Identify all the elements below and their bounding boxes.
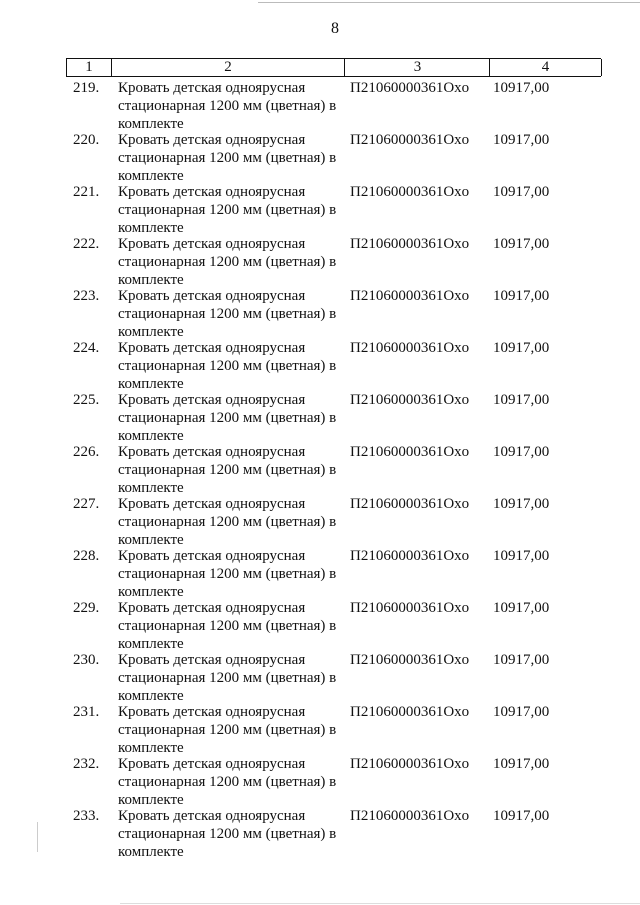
table-row — [66, 544, 601, 600]
top-rule — [258, 2, 640, 3]
item-name-line: комплекте — [118, 688, 184, 704]
table-row — [66, 700, 601, 756]
item-code: П21060000361Oxo — [350, 444, 470, 460]
item-name-line: стационарная 1200 мм (цветная) в — [118, 202, 337, 218]
item-name — [118, 703, 346, 757]
item-name — [118, 547, 346, 601]
table-row — [66, 388, 601, 444]
table-row — [66, 492, 601, 548]
item-price: 10917,00 — [493, 132, 550, 148]
row-number: 219. — [73, 80, 100, 96]
row-number: 222. — [73, 236, 100, 252]
item-name-line: Кровать детская одноярусная — [118, 236, 306, 252]
item-code: П21060000361Oxo — [350, 184, 470, 200]
item-name-line: стационарная 1200 мм (цветная) в — [118, 98, 337, 114]
table-row — [66, 180, 601, 236]
item-name-line: Кровать детская одноярусная — [118, 496, 306, 512]
item-name-line: комплекте — [118, 584, 184, 600]
item-price: 10917,00 — [493, 288, 550, 304]
row-number: 226. — [73, 444, 100, 460]
item-name-line: Кровать детская одноярусная — [118, 288, 306, 304]
table-body — [66, 76, 601, 860]
table-row — [66, 76, 601, 132]
item-name-line: стационарная 1200 мм (цветная) в — [118, 462, 337, 478]
item-name — [118, 183, 346, 237]
item-price: 10917,00 — [493, 340, 550, 356]
page-number: 8 — [331, 20, 339, 37]
item-code: П21060000361Oxo — [350, 652, 470, 668]
item-name-line: Кровать детская одноярусная — [118, 340, 306, 356]
item-code: П21060000361Oxo — [350, 496, 470, 512]
item-price: 10917,00 — [493, 756, 550, 772]
table-row — [66, 284, 601, 340]
item-code: П21060000361Oxo — [350, 80, 470, 96]
item-name-line: стационарная 1200 мм (цветная) в — [118, 618, 337, 634]
item-name-line: стационарная 1200 мм (цветная) в — [118, 514, 337, 530]
table-row — [66, 232, 601, 288]
item-price: 10917,00 — [493, 184, 550, 200]
item-price: 10917,00 — [493, 392, 550, 408]
item-price: 10917,00 — [493, 236, 550, 252]
item-name-line: комплекте — [118, 272, 184, 288]
table-row — [66, 336, 601, 392]
item-code: П21060000361Oxo — [350, 392, 470, 408]
item-name — [118, 79, 346, 133]
item-price: 10917,00 — [493, 80, 550, 96]
item-name-line: Кровать детская одноярусная — [118, 548, 306, 564]
item-code: П21060000361Oxo — [350, 704, 470, 720]
item-name-line: комплекте — [118, 532, 184, 548]
item-code: П21060000361Oxo — [350, 548, 470, 564]
item-name-line: Кровать детская одноярусная — [118, 132, 306, 148]
item-price: 10917,00 — [493, 496, 550, 512]
row-number: 224. — [73, 340, 100, 356]
column-header-2: 2 — [111, 59, 344, 76]
item-name-line: стационарная 1200 мм (цветная) в — [118, 150, 337, 166]
item-name — [118, 599, 346, 653]
item-name — [118, 755, 346, 809]
item-name — [118, 391, 346, 445]
item-name-line: комплекте — [118, 740, 184, 756]
item-name-line: Кровать детская одноярусная — [118, 444, 306, 460]
table-row — [66, 128, 601, 184]
item-name-line: Кровать детская одноярусная — [118, 756, 306, 772]
item-code: П21060000361Oxo — [350, 340, 470, 356]
item-name-line: Кровать детская одноярусная — [118, 652, 306, 668]
item-name — [118, 287, 346, 341]
item-name-line: стационарная 1200 мм (цветная) в — [118, 566, 337, 582]
item-name-line: комплекте — [118, 220, 184, 236]
table-row — [66, 440, 601, 496]
bottom-rule — [120, 903, 640, 904]
row-number: 231. — [73, 704, 100, 720]
item-name-line: стационарная 1200 мм (цветная) в — [118, 722, 337, 738]
row-number: 228. — [73, 548, 100, 564]
column-header-row — [66, 58, 601, 77]
row-number: 232. — [73, 756, 100, 772]
item-name — [118, 339, 346, 393]
row-number: 220. — [73, 132, 100, 148]
item-name-line: Кровать детская одноярусная — [118, 80, 306, 96]
item-name — [118, 807, 346, 861]
item-name-line: Кровать детская одноярусная — [118, 704, 306, 720]
row-number: 229. — [73, 600, 100, 616]
item-name-line: комплекте — [118, 844, 184, 860]
item-name-line: стационарная 1200 мм (цветная) в — [118, 254, 337, 270]
table-row — [66, 752, 601, 808]
item-name-line: комплекте — [118, 116, 184, 132]
item-name-line: комплекте — [118, 636, 184, 652]
item-code: П21060000361Oxo — [350, 132, 470, 148]
row-number: 225. — [73, 392, 100, 408]
item-name-line: комплекте — [118, 168, 184, 184]
item-price: 10917,00 — [493, 808, 550, 824]
column-header-4: 4 — [489, 59, 602, 76]
item-name-line: стационарная 1200 мм (цветная) в — [118, 826, 337, 842]
item-name-line: Кровать детская одноярусная — [118, 600, 306, 616]
table-row — [66, 648, 601, 704]
item-name — [118, 235, 346, 289]
item-name-line: Кровать детская одноярусная — [118, 808, 306, 824]
item-name-line: комплекте — [118, 480, 184, 496]
item-code: П21060000361Oxo — [350, 288, 470, 304]
row-number: 230. — [73, 652, 100, 668]
item-name-line: стационарная 1200 мм (цветная) в — [118, 306, 337, 322]
item-price: 10917,00 — [493, 652, 550, 668]
item-name-line: Кровать детская одноярусная — [118, 392, 306, 408]
item-name-line: комплекте — [118, 376, 184, 392]
item-name-line: Кровать детская одноярусная — [118, 184, 306, 200]
item-price: 10917,00 — [493, 600, 550, 616]
item-name-line: комплекте — [118, 792, 184, 808]
margin-mark — [37, 822, 38, 852]
item-name-line: стационарная 1200 мм (цветная) в — [118, 358, 337, 374]
item-name-line: стационарная 1200 мм (цветная) в — [118, 410, 337, 426]
item-name-line: комплекте — [118, 428, 184, 444]
item-name — [118, 651, 346, 705]
item-code: П21060000361Oxo — [350, 756, 470, 772]
row-number: 223. — [73, 288, 100, 304]
table-row — [66, 804, 601, 860]
item-code: П21060000361Oxo — [350, 236, 470, 252]
item-name — [118, 131, 346, 185]
item-code: П21060000361Oxo — [350, 808, 470, 824]
row-number: 233. — [73, 808, 100, 824]
row-number: 221. — [73, 184, 100, 200]
table-row — [66, 596, 601, 652]
row-number: 227. — [73, 496, 100, 512]
column-header-1: 1 — [66, 59, 111, 76]
item-name — [118, 443, 346, 497]
item-name — [118, 495, 346, 549]
item-code: П21060000361Oxo — [350, 600, 470, 616]
item-price: 10917,00 — [493, 548, 550, 564]
item-price: 10917,00 — [493, 444, 550, 460]
item-name-line: стационарная 1200 мм (цветная) в — [118, 670, 337, 686]
item-price: 10917,00 — [493, 704, 550, 720]
column-header-3: 3 — [344, 59, 490, 76]
item-name-line: стационарная 1200 мм (цветная) в — [118, 774, 337, 790]
item-name-line: комплекте — [118, 324, 184, 340]
